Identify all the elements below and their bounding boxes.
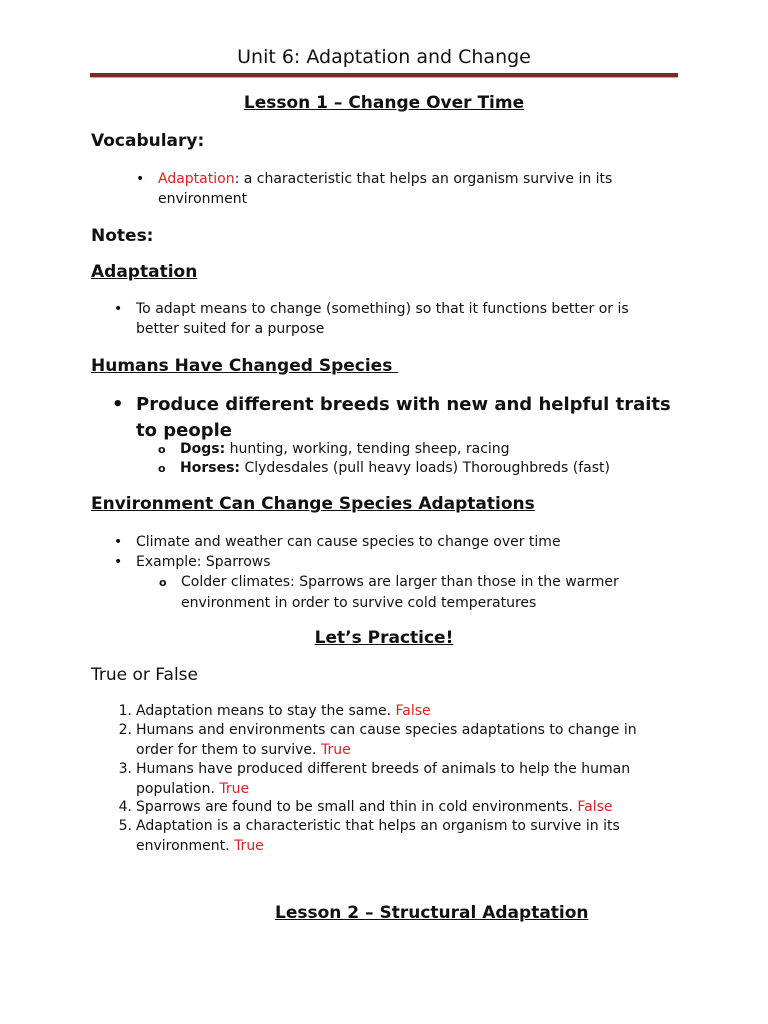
horses-text: Clydesdales (pull heavy loads) Thoroughbreds (fast) [240,460,611,476]
quiz-item-answer: True [320,742,351,758]
quiz-item-text: Sparrows are found to be small and thin in cold environments. [136,799,578,815]
horses-sub-bullet [158,459,680,478]
adaptation-bullet [114,299,681,339]
lesson2-title: Lesson 2 – Structural Adaptation [275,903,589,923]
humans-main-line2: to people [136,420,232,441]
sub-bullet-icon: o [158,443,166,456]
quiz-item-text-cont: population. [136,781,220,797]
vocab-item [136,169,678,209]
dogs-label: Dogs: [180,441,226,457]
quiz-item [118,759,681,799]
vocab-definition: : a characteristic that helps an organism survive in its [234,171,613,187]
environment-bullet-2 [114,552,681,572]
quiz-item-answer: True [219,781,250,797]
humans-heading: Humans Have Changed Species [91,356,399,376]
adaptation-bullet-line1: To adapt means to change (something) so that it functions better or is [136,301,629,317]
quiz-item-answer: False [395,703,431,719]
adaptation-bullet-line2: better suited for a purpose [136,321,325,337]
humans-main-bullet [112,392,681,444]
true-false-heading: True or False [91,665,198,685]
quiz-item-number: 2. [118,722,132,738]
quiz-item-text: Adaptation is a characteristic that helps an organism to survive in its [136,818,620,834]
environment-sub-bullet [159,572,681,614]
quiz-item-text-cont: environment. [136,838,235,854]
bullet-icon: • [136,171,145,187]
quiz-item [118,720,681,760]
environment-sub-line2: environment in order to survive cold temperatures [181,595,537,611]
environment-bullet1-text: Climate and weather can cause species to change over time [136,534,561,550]
environment-bullet-1 [114,532,681,552]
title-divider [90,73,678,78]
vocab-term: Adaptation [158,171,235,187]
horses-label: Horses: [180,460,240,476]
quiz-item-text: Humans and environments can cause species adaptations to change in [136,722,637,738]
environment-heading: Environment Can Change Species Adaptations [91,494,535,514]
quiz-item-answer: False [577,799,613,815]
quiz-item [118,816,681,856]
quiz-item-answer: True [234,838,264,854]
quiz-item-text: Adaptation means to stay the same. [136,703,396,719]
document-title: Unit 6: Adaptation and Change [237,46,531,68]
quiz-item-text: Humans have produced different breeds of animals to help the human [136,761,631,777]
quiz-item-number: 3. [118,761,132,777]
lesson1-title: Lesson 1 – Change Over Time [243,93,525,113]
quiz-item [118,797,681,817]
humans-main-line1: Produce different breeds with new and helpful traits [136,394,671,415]
sub-bullet-icon: o [159,576,167,589]
practice-title: Let’s Practice! [314,628,454,648]
bullet-icon: • [112,394,124,415]
dogs-text: hunting, working, tending sheep, racing [225,441,510,457]
bullet-icon: • [114,301,123,317]
bullet-icon: • [114,534,123,550]
vocab-definition-cont: environment [158,191,248,207]
adaptation-heading: Adaptation [91,262,198,282]
environment-bullet2-text: Example: Sparrows [136,554,271,570]
bullet-icon: • [114,554,123,570]
sub-bullet-icon: o [158,462,166,475]
quiz-item [118,701,681,721]
quiz-item-number: 5. [118,818,132,834]
environment-sub-line1: Colder climates: Sparrows are larger than those in the warmer [181,574,619,590]
quiz-item-text-cont: order for them to survive. [136,742,321,758]
notes-label: Notes: [91,226,154,246]
dogs-sub-bullet [158,440,680,459]
quiz-item-number: 4. [118,799,132,815]
vocabulary-label: Vocabulary: [91,131,205,151]
quiz-item-number: 1. [118,703,132,719]
